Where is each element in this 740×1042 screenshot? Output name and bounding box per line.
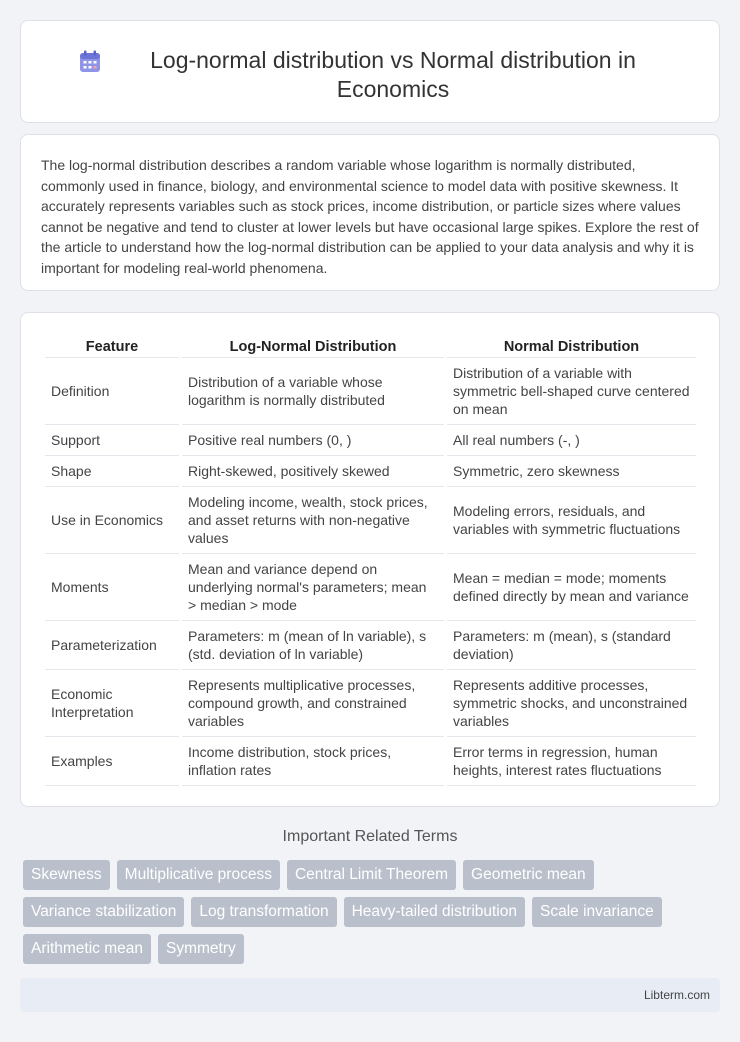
row-log-normal: Right-skewed, positively skewed [182,456,444,487]
row-normal: Represents additive processes, symmetric shocks, and unconstrained variables [447,670,696,737]
row-normal: Symmetric, zero skewness [447,456,696,487]
row-log-normal: Income distribution, stock prices, inflation rates [182,737,444,786]
tag-log-transformation[interactable]: Log transformation [191,897,336,927]
table-row [45,358,696,425]
table-row [45,621,696,670]
row-normal: Parameters: m (mean), s (standard deviation) [447,621,696,670]
row-log-normal: Mean and variance depend on underlying normal's parameters; mean > median > mode [182,554,444,621]
tag-scale-invariance[interactable]: Scale invariance [532,897,662,927]
row-log-normal: Distribution of a variable whose logarithm is normally distributed [182,358,444,425]
row-feature: Moments [45,554,179,621]
table-row [45,670,696,737]
row-feature: Use in Economics [45,487,179,554]
row-feature: Examples [45,737,179,786]
tag-central-limit-theorem[interactable]: Central Limit Theorem [287,860,456,890]
table-header-row [45,333,696,358]
footer-site-link[interactable]: Libterm.com [643,988,710,1002]
row-log-normal: Modeling income, wealth, stock prices, and asset returns with non-negative values [182,487,444,554]
tag-symmetry[interactable]: Symmetry [158,934,244,964]
tag-variance-stabilization[interactable]: Variance stabilization [23,897,184,927]
header-feature: Feature [45,333,179,358]
intro-card [20,134,720,291]
comparison-table [42,333,699,786]
table-row [45,425,696,456]
table-row [45,554,696,621]
header-log-normal: Log-Normal Distribution [182,333,444,358]
header-card [20,20,720,123]
tag-skewness[interactable]: Skewness [23,860,110,890]
tag-geometric-mean[interactable]: Geometric mean [463,860,594,890]
row-normal: Mean = median = mode; moments defined directly by mean and variance [447,554,696,621]
row-log-normal: Parameters: m (mean of ln variable), s (std. deviation of ln variable) [182,621,444,670]
row-feature: Shape [45,456,179,487]
row-normal: Error terms in regression, human heights, interest rates fluctuations [447,737,696,786]
table-row [45,487,696,554]
related-terms-title: Important Related Terms [282,828,458,845]
row-log-normal: Represents multiplicative processes, compound growth, and constrained variables [182,670,444,737]
row-feature: Definition [45,358,179,425]
row-feature: Economic Interpretation [45,670,179,737]
tag-arithmetic-mean[interactable]: Arithmetic mean [23,934,151,964]
row-normal: All real numbers (-, ) [447,425,696,456]
row-feature: Support [45,425,179,456]
table-row [45,737,696,786]
row-normal: Distribution of a variable with symmetric bell-shaped curve centered on mean [447,358,696,425]
row-normal: Modeling errors, residuals, and variables with symmetric fluctuations [447,487,696,554]
table-row [45,456,696,487]
header-normal: Normal Distribution [447,333,696,358]
comparison-table-card [20,312,720,807]
footer [20,978,720,1012]
intro-paragraph: The log-normal distribution describes a random variable whose logarithm is normally distributed, commonly used in finance, biology, and environmental science to model data with positive skewness. It accurately represents variables such as stock prices, income distribution, or particle sizes where values cannot be negative and tend to cluster at lower levels but have occasional large spikes. Explore the rest of the article to understand how the log-normal distribution can be applied to your data analysis and why it is important for modeling real-world phenomena. [41,157,699,276]
tag-multiplicative-process[interactable]: Multiplicative process [117,860,280,890]
tag-heavy-tailed-distribution[interactable]: Heavy-tailed distribution [344,897,525,927]
row-log-normal: Positive real numbers (0, ) [182,425,444,456]
page-title: Log-normal distribution vs Normal distribution in Economics [150,47,636,102]
related-terms-list [23,860,713,964]
row-feature: Parameterization [45,621,179,670]
calendar-icon [77,49,103,75]
